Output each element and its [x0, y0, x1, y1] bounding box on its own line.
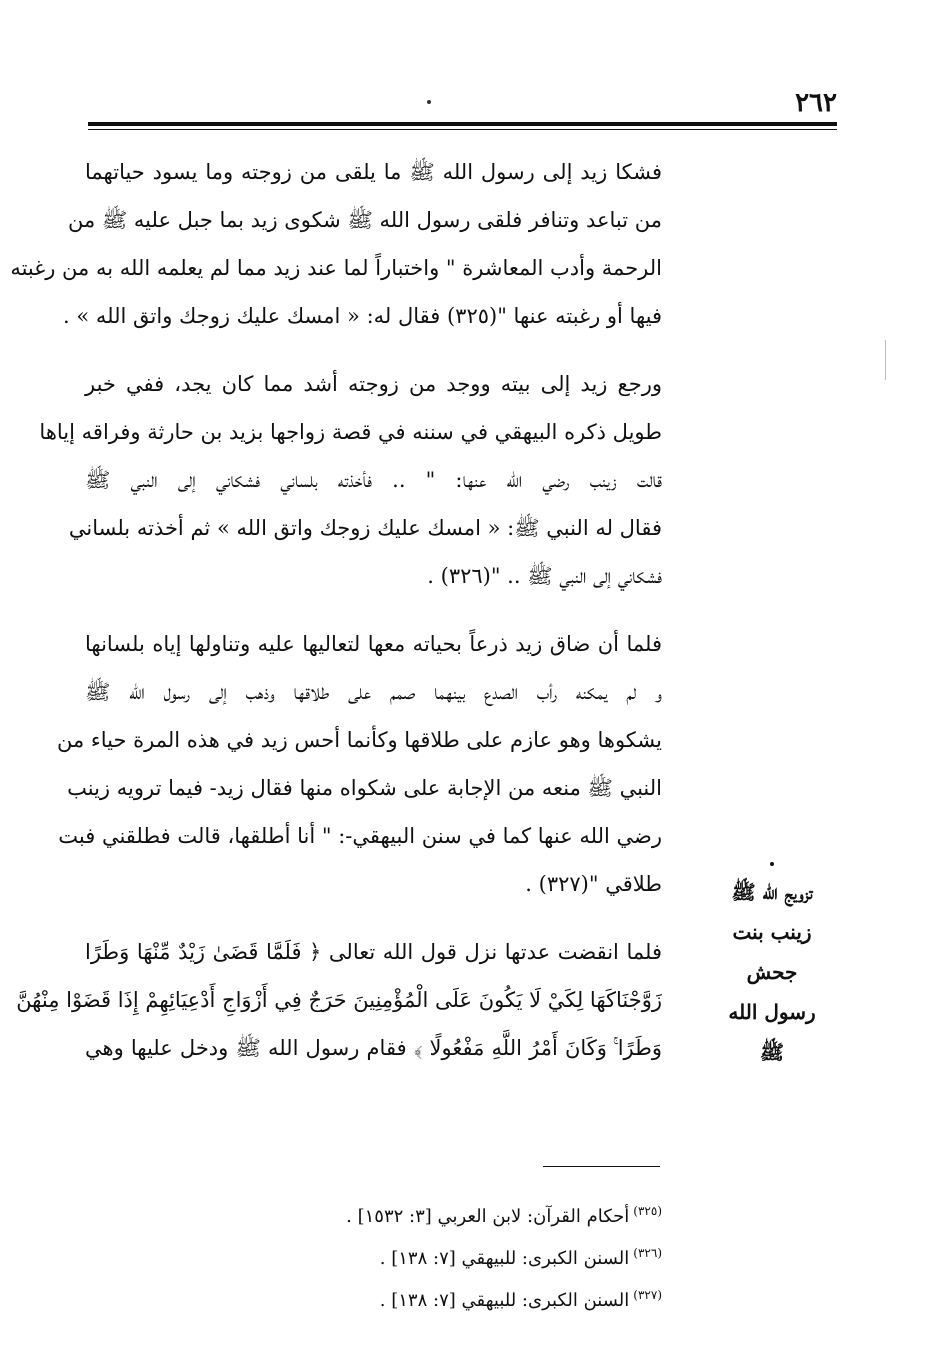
- text-line: ورجع زيد إلى بيته ووجد من زوجته أشد مما كان يجد، ففي خبر: [85, 372, 662, 396]
- text-line: رضي الله عنها كما في سنن البيهقي-: " أنا أطلقها، قالت فطلقني فبت: [58, 824, 662, 848]
- text-line: فيها أو رغبته عنها "(٣٢٥) فقال له: « امسك عليك زوجك واتق الله » .: [63, 304, 662, 328]
- text-line: فلما انقضت عدتها نزل قول الله تعالى ﴿ فَلَمَّا قَضَىٰ زَيْدٌ مِّنْهَا وَطَرًا: [85, 940, 662, 964]
- text-line: النبي ﷺ منعه من الإجابة على شكواه منها فقال زيد- فيما ترويه زينب: [67, 776, 662, 800]
- text-line: طويل ذكره البيهقي في سننه في قصة زواجها بزيد بن حارثة وفراقه إياها: [39, 420, 662, 444]
- text-line: و لم يمكنه رأب الصدع بينهما صمم على طلاقها وذهب إلى رسول الله ﷺ: [85, 680, 662, 704]
- text-line: قالت زينب رضي الله عنها: " .. فأخذته بلساني فشكاني إلى النبي ﷺ: [85, 468, 662, 492]
- paragraph-3: [56, 620, 662, 908]
- footnote-number: (٣٢٧): [633, 1288, 662, 1302]
- text-line: زَوَّجْنَاكَهَا لِكَيْ لَا يَكُونَ عَلَى الْمُؤْمِنِينَ حَرَجٌ فِي أَزْوَاجِ أَدْعِيَائِهِمْ إِذَا قَضَوْا مِنْهُنَّ: [16, 988, 662, 1012]
- paragraph-4: [16, 928, 662, 1072]
- text-line: من تباعد وتنافر فلقى رسول الله ﷺ شكوى زيد بما جبل عليه ﷺ من: [67, 208, 662, 232]
- footnote: [85, 1274, 662, 1316]
- text-line: فلما أن ضاق زيد ذرعاً بحياته معها لتعاليها عليه وتناولها إياه بلسانها: [85, 632, 662, 656]
- footnotes: [85, 1190, 662, 1316]
- text-line: فشكاني إلى النبي ﷺ .. "(٣٢٦) .: [427, 564, 662, 588]
- footnote-number: (٣٢٥): [633, 1204, 662, 1218]
- footnote: [85, 1190, 662, 1232]
- side-heading-line: ﷺ: [759, 1040, 785, 1064]
- text-line: وَطَرًا ۚ وَكَانَ أَمْرُ اللَّهِ مَفْعُولًا ﴾ فقام رسول الله ﷺ ودخل عليها وهي: [85, 1036, 662, 1060]
- paragraph-2: [39, 360, 662, 600]
- side-heading-dot: [770, 862, 774, 866]
- footnote: [85, 1232, 662, 1274]
- footnote-number: (٣٢٦): [633, 1246, 662, 1260]
- side-heading-line: رسول الله: [728, 1000, 816, 1024]
- text-line: طلاقي "(٣٢٧) .: [525, 872, 662, 896]
- footnote-text: السنن الكبرى: للبيهقي [٧: ١٣٨] .: [379, 1248, 630, 1269]
- footnote-text: السنن الكبرى: للبيهقي [٧: ١٣٨] .: [379, 1290, 630, 1311]
- main-text: [10, 148, 662, 1092]
- text-line: فشكا زيد إلى رسول الله ﷺ ما يلقى من زوجته وما يسود حياتهما: [85, 160, 662, 184]
- header-dot: [427, 100, 431, 104]
- header-rule-thick: [88, 122, 837, 126]
- text-line: فقال له النبي ﷺ: « امسك عليك زوجك واتق الله » ثم أخذته بلساني: [68, 516, 662, 540]
- side-heading-line: زينب بنت: [732, 920, 812, 944]
- side-heading-line: جحش: [746, 960, 798, 984]
- text-line: يشكوها وهو عازم على طلاقها وكأنما أحس زيد في هذه المرة حياء من: [56, 728, 662, 752]
- paragraph-1: [10, 148, 662, 340]
- side-heading: [717, 862, 827, 1072]
- margin-mark: [885, 340, 886, 380]
- text-line: الرحمة وأدب المعاشرة " واختباراً لما عند زيد مما لم يعلمه الله به من رغبته: [10, 256, 662, 280]
- header-rule-thin: [88, 129, 837, 130]
- footnote-text: أحكام القرآن: لابن العربي [٣: ١٥٣٢] .: [346, 1206, 630, 1227]
- footnote-separator: [543, 1166, 660, 1167]
- page-number: ٢٦٢: [795, 88, 837, 118]
- side-heading-line: تزويج الله ﷺ: [731, 880, 813, 904]
